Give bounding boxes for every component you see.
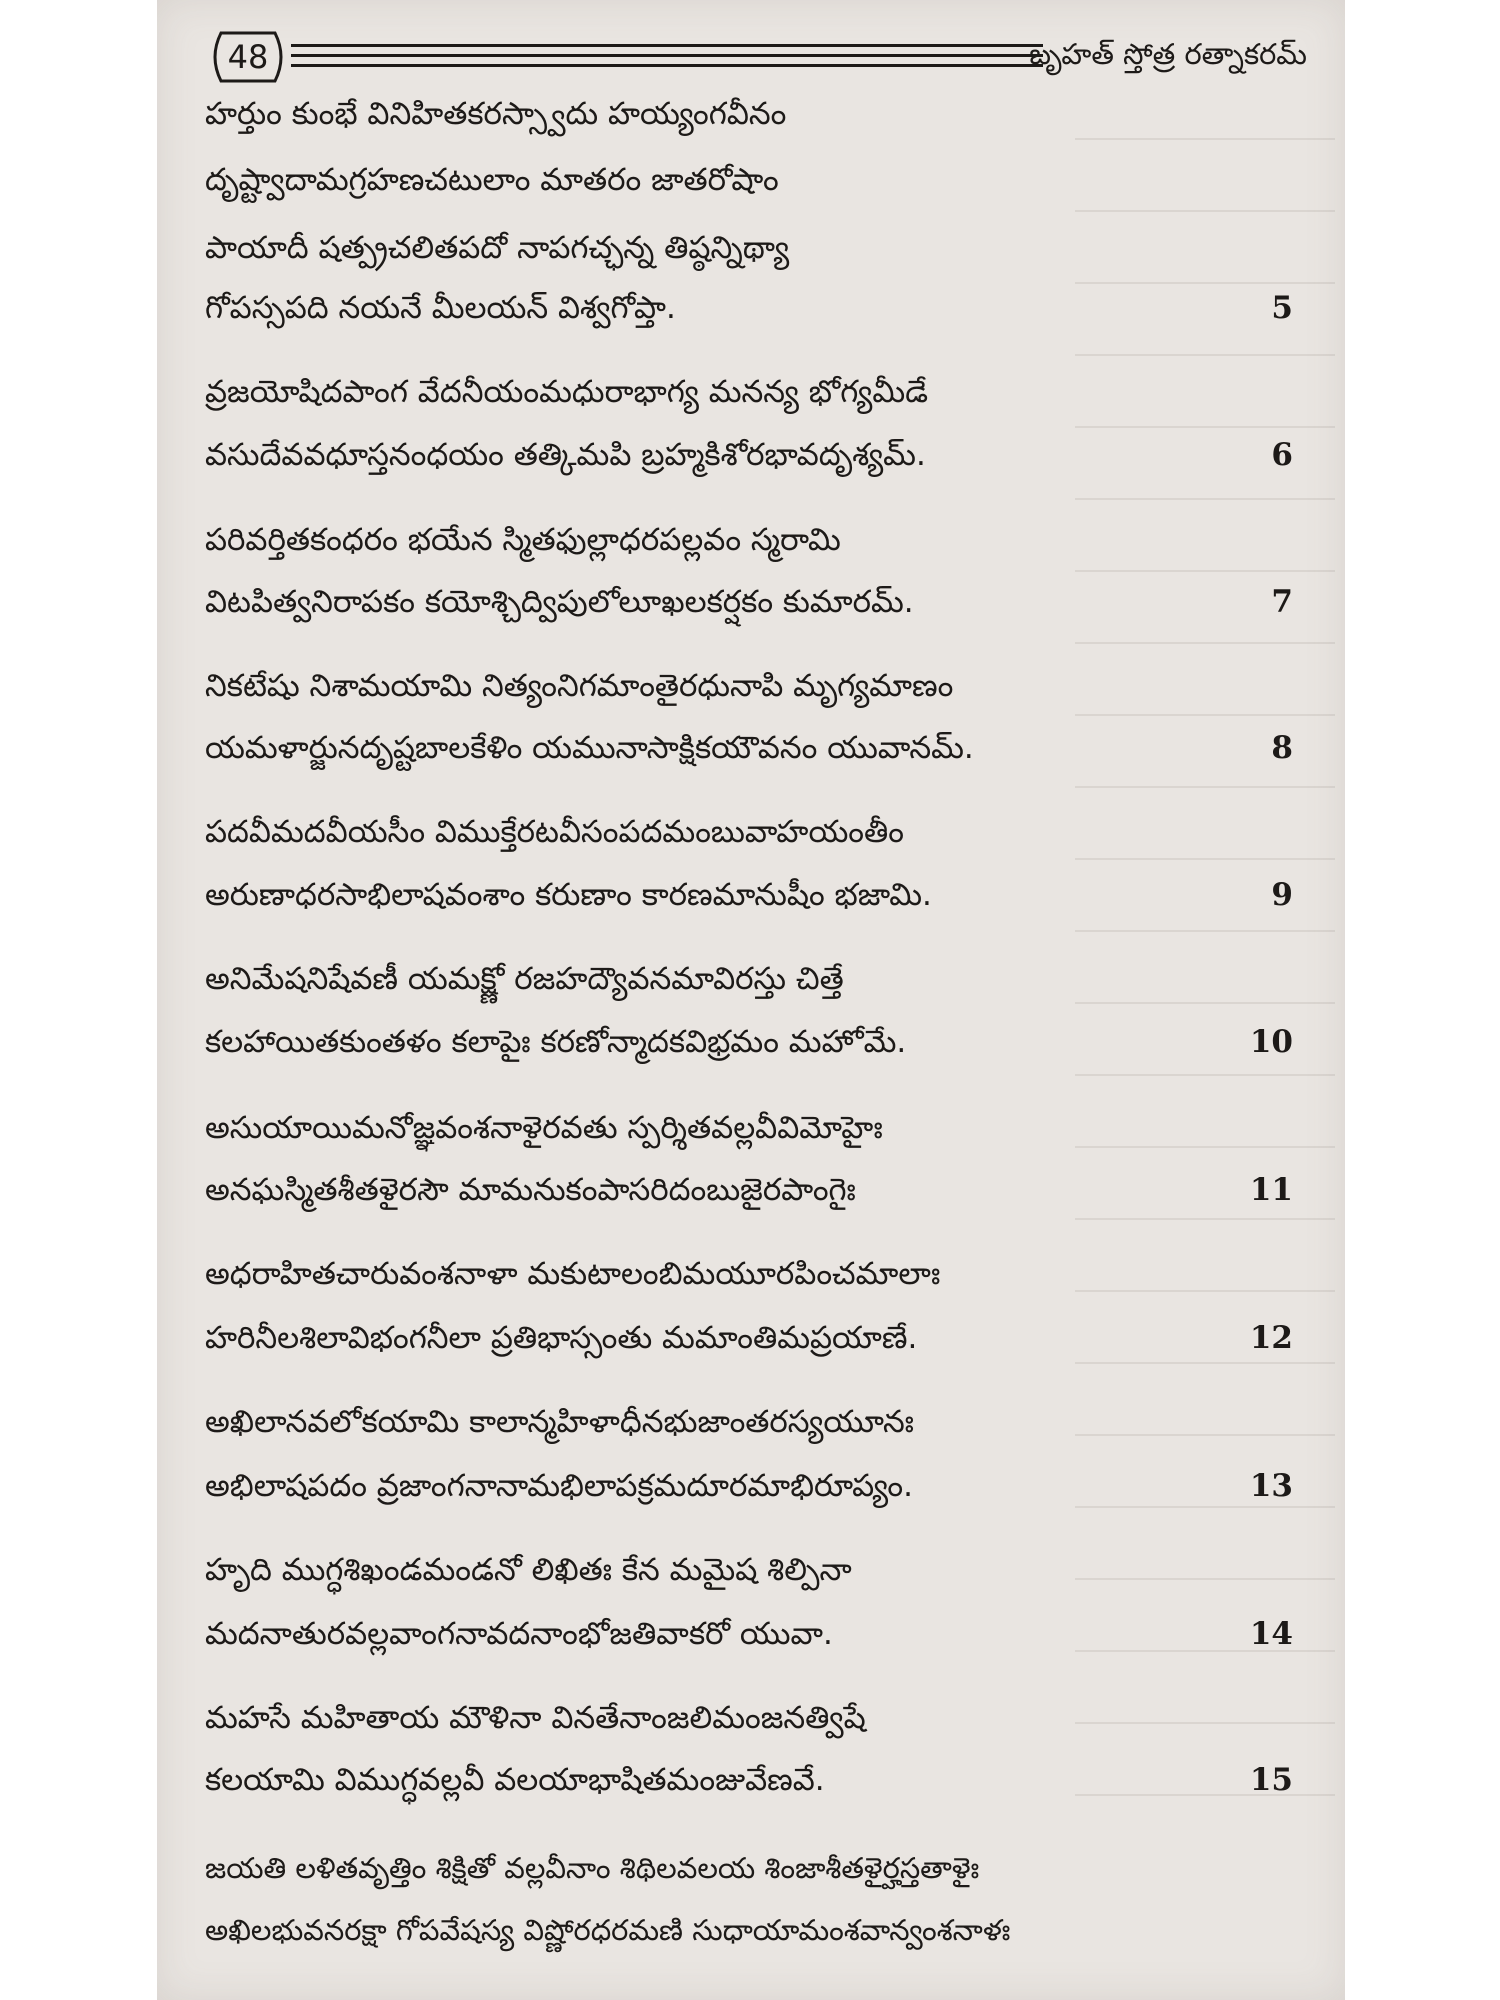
verse-number: 7 bbox=[1271, 584, 1293, 620]
verse-number: 12 bbox=[1249, 1320, 1293, 1356]
page-number-badge bbox=[207, 30, 289, 84]
verse-number: 6 bbox=[1271, 437, 1293, 473]
page-number: 48 bbox=[227, 38, 269, 76]
verse-line: హర్తుం కుంభే వినిహితకరస్స్వాదు హయ్యంగవీనం bbox=[205, 96, 787, 132]
verse-line: హృది ముగ్ధశిఖండమండనో లిఖితః కేన మమైష శిల్పినా bbox=[205, 1552, 852, 1588]
verse-line: యమళార్జునదృష్టబాలకేళిం యమునాసాక్షికయౌవనం యువానమ్. bbox=[205, 730, 974, 766]
verse-line: పదవీమదవీయసీం విముక్తేరటవీసంపదమంబువాహయంతీం bbox=[205, 814, 904, 850]
verse-line: నికటేషు నిశామయామి నిత్యంనిగమాంతైరధునాపి మృగ్యమాణం bbox=[205, 668, 954, 704]
verse-line: మహసే మహితాయ మౌళినా వినతేనాంజలిమంజనత్విషే bbox=[205, 1700, 866, 1736]
verse-number: 9 bbox=[1271, 877, 1293, 913]
book-page bbox=[157, 0, 1345, 2000]
verse-line: పరివర్తితకంధరం భయేన స్మితఫుల్లాధరపల్లవం స్మరామి bbox=[205, 522, 841, 558]
verse-number: 11 bbox=[1249, 1172, 1293, 1208]
header-rule bbox=[291, 54, 1043, 57]
verse-line: వ్రజయోషిదపాంగ వేదనీయంమధురాభాగ్య మనన్య భోగ్యమీడే bbox=[205, 374, 929, 410]
verse-line: మదనాతురవల్లవాంగనావదనాంభోజతివాకరో యువా. bbox=[205, 1616, 833, 1652]
header-rule bbox=[291, 64, 1043, 67]
verse-line: విటపిత్వనిరాపకం కయోశ్చిద్విపులోలూఖలకర్షకం కుమారమ్. bbox=[205, 584, 914, 620]
verse-number: 14 bbox=[1249, 1616, 1293, 1652]
verse-line: దృష్ట్వాదామగ్రహణచటులాం మాతరం జాతరోషాం bbox=[205, 162, 779, 198]
verse-line: అనిమేషనిషేవణీ యమక్ష్ణో రజహద్యౌవనమావిరస్తు చిత్తే bbox=[205, 961, 844, 997]
verse-line: అఖిలానవలోకయామి కాలాన్మహిళాధీనభుజాంతరస్యయూనః bbox=[205, 1404, 914, 1440]
verse-line: అసుయాయిమనోజ్ఞవంశనాళైరవతు స్పర్శితవల్లవీవిమోహైః bbox=[205, 1110, 883, 1146]
verse-line: అనఘస్మితశీతళైరసౌ మామనుకంపాసరిదంబుజైరపాంగైః bbox=[205, 1172, 856, 1208]
verse-line: హరినీలశిలావిభంగనీలా ప్రతిభాస్సంతు మమాంతిమప్రయాణే. bbox=[205, 1320, 918, 1356]
verse-line: అధరాహితచారువంశనాళా మకుటాలంబిమయూరపించమాలాః bbox=[205, 1256, 941, 1292]
verse-line: గోపస్సపది నయనే మీలయన్ విశ్వగోప్తా. bbox=[205, 290, 676, 326]
verse-line: కలహాయితకుంతళం కలాపైః కరణోన్మాదకవిభ్రమం మహోమే. bbox=[205, 1024, 907, 1060]
verse-line: కలయామి విముగ్ధవల్లవీ వలయాభాషితమంజువేణవే. bbox=[205, 1762, 825, 1798]
verse-line: అభిలాషపదం వ్రజాంగనానామభిలాపక్రమదూరమాభిరూప్యం. bbox=[205, 1468, 913, 1504]
show-through-text bbox=[1075, 100, 1335, 1800]
verse-line: అఖిలభువనరక్షా గోపవేషస్య విష్ణోరధరమణి సుధాయామంశవాన్వంశనాళః bbox=[205, 1913, 1011, 1947]
verse-number: 8 bbox=[1271, 730, 1293, 766]
verse-number: 15 bbox=[1249, 1762, 1293, 1798]
verse-line: వసుదేవవధూస్తనంధయం తత్కిమపి బ్రహ్మకిశోరభావదృశ్యమ్. bbox=[205, 437, 926, 473]
verse-number: 10 bbox=[1249, 1024, 1293, 1060]
verse-line: పాయాదీ షత్ప్రచలితపదో నాపగచ్ఛన్న తిష్ఠన్నిథ్యా bbox=[205, 230, 790, 266]
verse-line: అరుణాధరసాభిలాషవంశాం కరుణాం కారణమానుషీం భజామి. bbox=[205, 877, 932, 913]
verse-number: 13 bbox=[1249, 1468, 1293, 1504]
header-rule bbox=[291, 44, 1043, 47]
verse-number: 5 bbox=[1271, 290, 1293, 326]
verse-line: జయతి లళితవృత్తిం శిక్షితో వల్లవీనాం శిథిలవలయ శింజాశీతళైర్హస్తతాళైః bbox=[205, 1851, 980, 1885]
running-title: బృహత్ స్తోత్ర రత్నాకరమ్ bbox=[1029, 37, 1307, 71]
page-header bbox=[207, 30, 1307, 84]
